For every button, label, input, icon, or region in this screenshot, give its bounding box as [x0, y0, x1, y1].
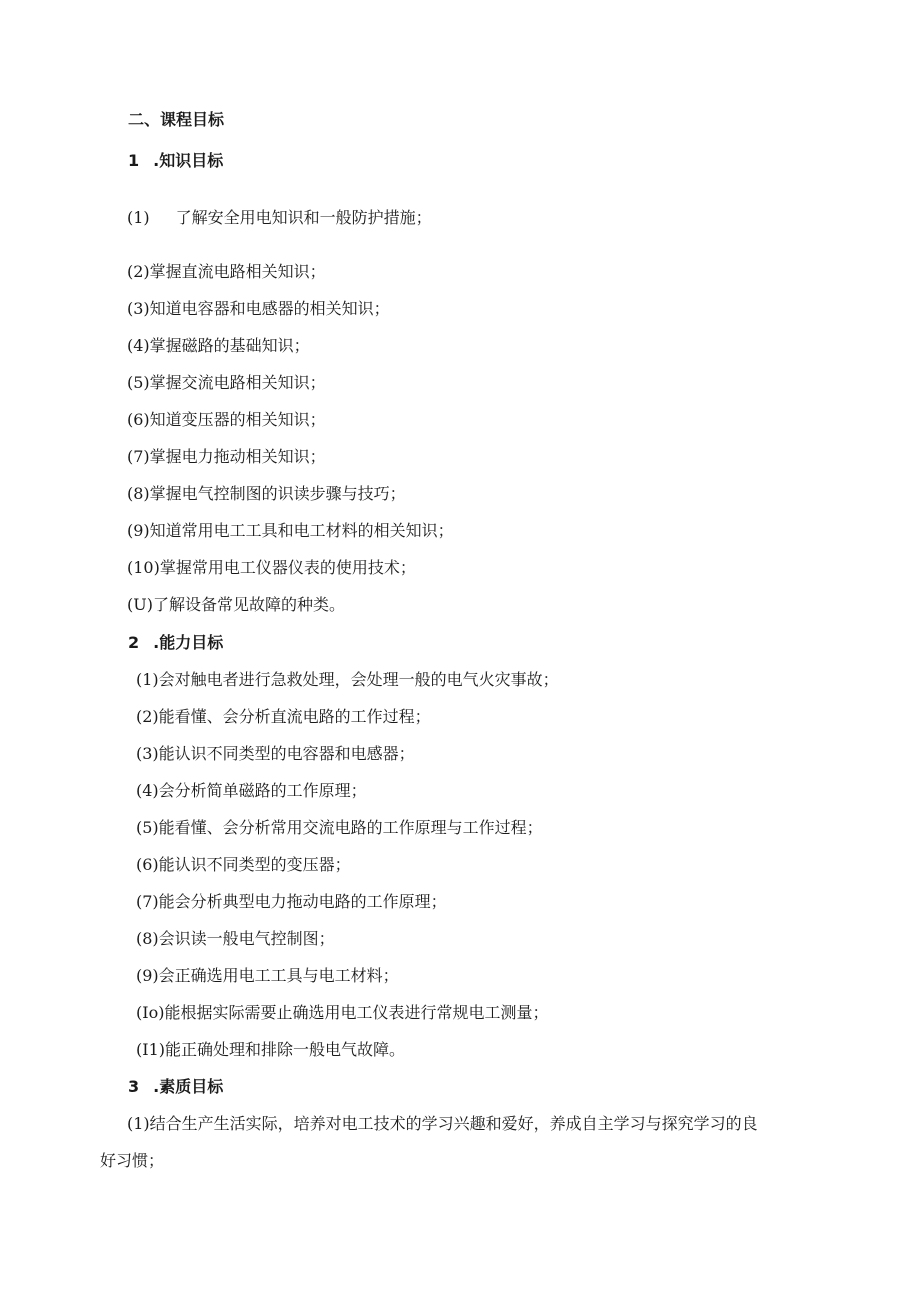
item-number: (1) [127, 1114, 150, 1133]
knowledge-item-7 [127, 447, 326, 467]
section-title: 二、课程目标 [128, 110, 225, 129]
ability-item-4 [136, 781, 367, 801]
item-number: (3) [136, 744, 159, 763]
item-text: 会对触电者进行急救处理，会处理一般的电气火灾事故； [158, 670, 559, 689]
knowledge-item-11 [127, 595, 345, 615]
item-number: (5) [136, 818, 159, 837]
ability-item-5 [136, 818, 543, 838]
item-number: (1) [136, 670, 159, 689]
item-number: (2) [127, 262, 150, 281]
ability-item-3 [136, 744, 415, 764]
item-number: (2) [136, 707, 159, 726]
knowledge-item-3 [127, 299, 390, 319]
knowledge-heading [128, 151, 223, 171]
item-number: (9) [127, 521, 150, 540]
item-text: 了解安全用电知识和一般防护措施； [175, 208, 432, 227]
knowledge-item-8 [127, 484, 406, 504]
knowledge-item-10 [127, 558, 416, 578]
item-number: (6) [127, 410, 150, 429]
knowledge-heading-number: 1 [128, 151, 140, 170]
item-text: 掌握电力拖动相关知识； [149, 447, 326, 466]
item-text: 掌握电气控制图的识读步骤与技巧； [149, 484, 406, 503]
item-text: 掌握直流电路相关知识； [149, 262, 326, 281]
quality-heading-title: .素质目标 [153, 1077, 224, 1096]
item-text: 能根据实际需要止确选用电工仪表进行常规电工测量； [164, 1003, 549, 1022]
item-number: (Io) [136, 1003, 165, 1022]
item-number: (4) [127, 336, 150, 355]
ability-heading [128, 633, 223, 653]
item-text: 会识读一般电气控制图； [158, 929, 335, 948]
knowledge-item-6 [127, 410, 326, 430]
item-text: 结合生产生活实际，培养对电工技术的学习兴趣和爱好，养成自主学习与探究学习的良 [149, 1114, 758, 1133]
item-text: 能会分析典型电力拖动电路的工作原理； [158, 892, 447, 911]
ability-item-11 [136, 1040, 405, 1060]
item-number: (7) [127, 447, 150, 466]
knowledge-item-9 [127, 521, 454, 541]
item-text: 知道变压器的相关知识； [149, 410, 326, 429]
quality-item-1 [127, 1114, 758, 1134]
knowledge-item-2 [127, 262, 326, 282]
ability-item-10 [136, 1003, 548, 1023]
item-number: (8) [136, 929, 159, 948]
item-number: (8) [127, 484, 150, 503]
item-number: (6) [136, 855, 159, 874]
item-text: 能正确处理和排除一般电气故障。 [164, 1040, 405, 1059]
ability-heading-title: .能力目标 [153, 633, 224, 652]
item-text: 了解设备常见故障的种类。 [152, 595, 345, 614]
item-number: (5) [127, 373, 150, 392]
item-number: (4) [136, 781, 159, 800]
item-text: 会分析简单磁路的工作原理； [158, 781, 367, 800]
quality-heading-number: 3 [128, 1077, 140, 1096]
item-number: (10) [127, 558, 160, 577]
ability-item-7 [136, 892, 447, 912]
ability-heading-number: 2 [128, 633, 140, 652]
item-text: 能认识不同类型的电容器和电感器； [158, 744, 415, 763]
item-number: (7) [136, 892, 159, 911]
item-number: (1) [127, 208, 150, 227]
knowledge-heading-title: .知识目标 [153, 151, 224, 170]
item-text: 知道常用电工工具和电工材料的相关知识； [149, 521, 454, 540]
item-text: 掌握磁路的基础知识； [149, 336, 310, 355]
ability-item-1 [136, 670, 559, 690]
item-text: 知道电容器和电感器的相关知识； [149, 299, 390, 318]
item-text: 会正确选用电工工具与电工材料； [158, 966, 399, 985]
item-text: 能认识不同类型的变压器； [158, 855, 351, 874]
item-number: (I1) [136, 1040, 165, 1059]
item-text: 能看懂、会分析直流电路的工作过程； [158, 707, 431, 726]
item-number: (3) [127, 299, 150, 318]
knowledge-item-5 [127, 373, 326, 393]
item-number: (9) [136, 966, 159, 985]
item-text: 掌握交流电路相关知识； [149, 373, 326, 392]
item-text: 能看懂、会分析常用交流电路的工作原理与工作过程； [158, 818, 543, 837]
quality-heading [128, 1077, 223, 1097]
ability-item-9 [136, 966, 399, 986]
knowledge-item-4 [127, 336, 310, 356]
item-number: (U) [127, 595, 153, 614]
ability-item-6 [136, 855, 351, 875]
ability-item-2 [136, 707, 431, 727]
item-text: 掌握常用电工仪器仪表的使用技术； [159, 558, 416, 577]
ability-item-8 [136, 929, 335, 949]
quality-item-1-continuation: 好习惯； [100, 1151, 165, 1170]
knowledge-item-1 [127, 208, 432, 228]
